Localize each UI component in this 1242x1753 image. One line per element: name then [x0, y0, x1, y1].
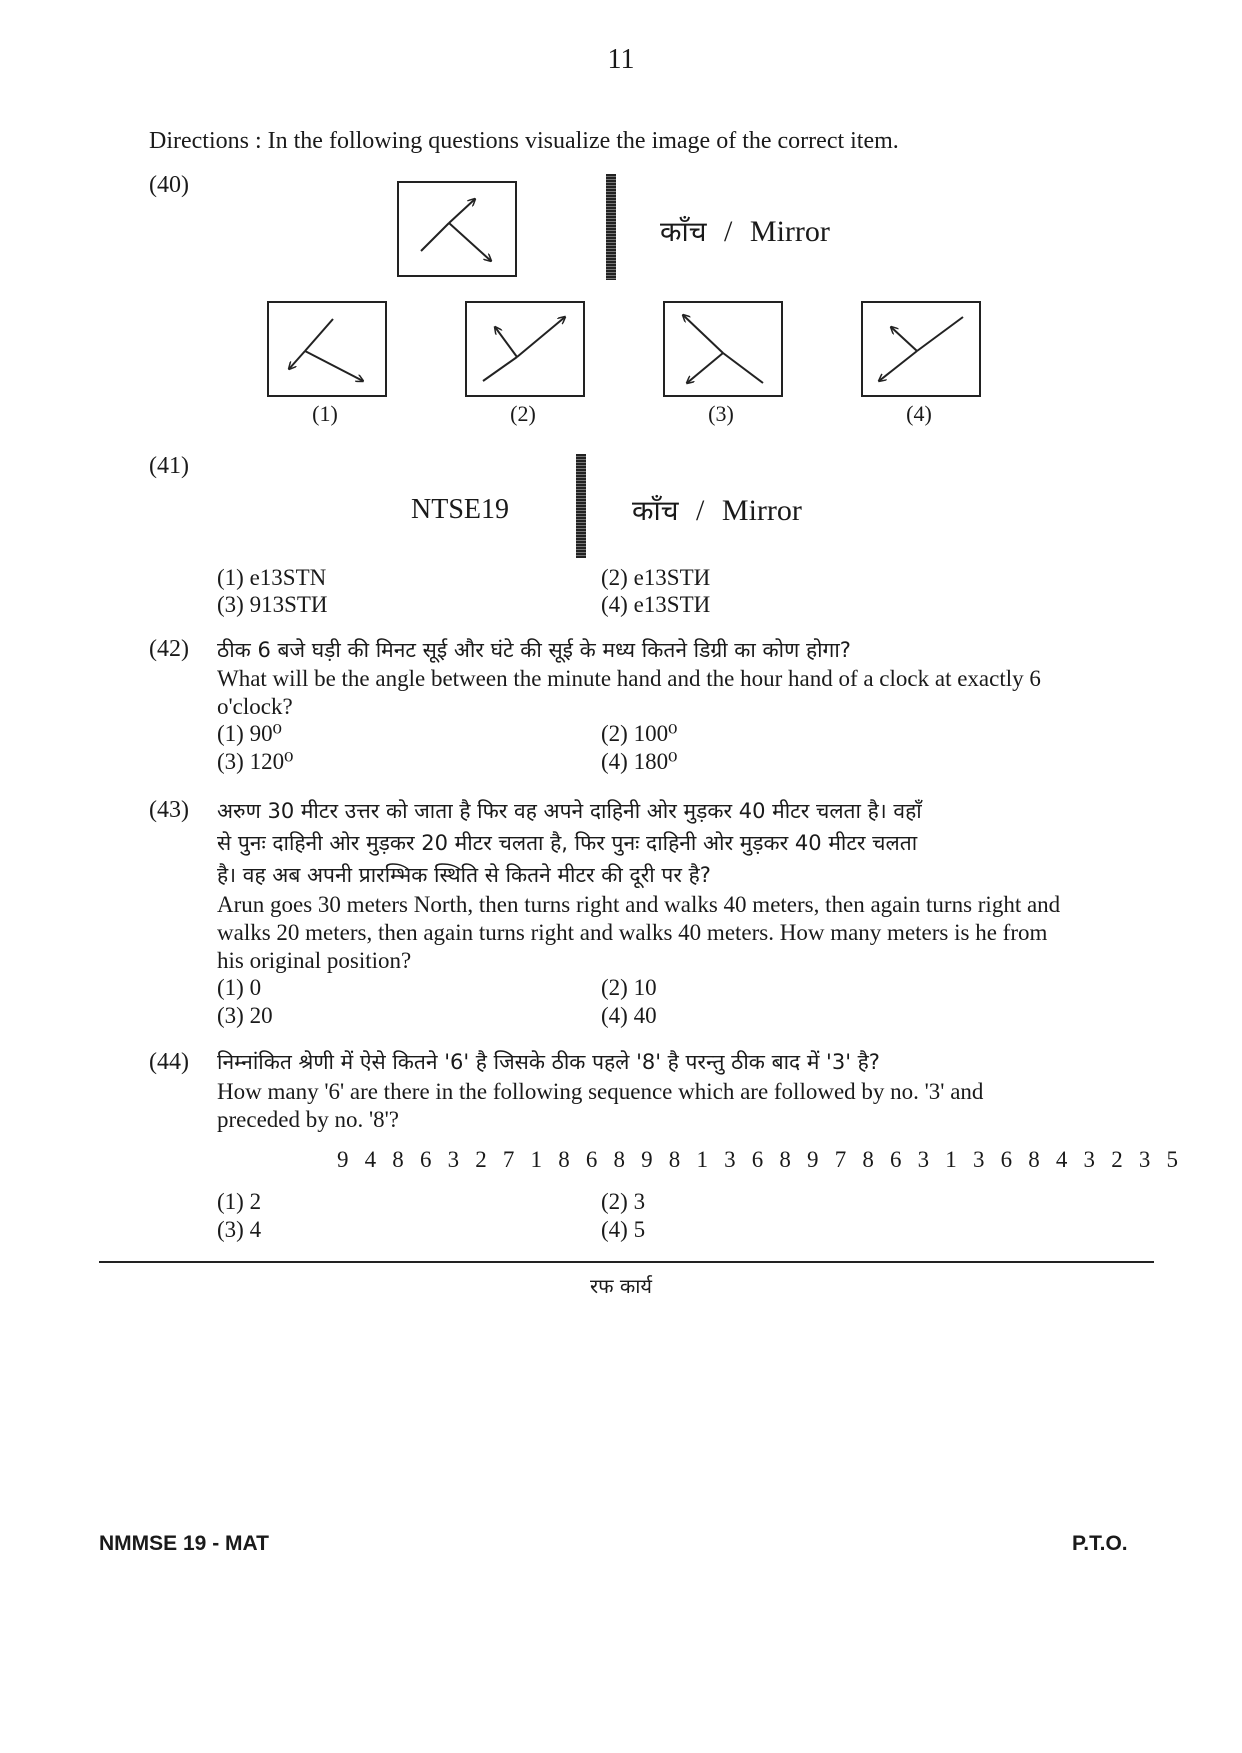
footer-pto: P.T.O.	[1072, 1532, 1128, 1555]
q43-option-1[interactable]: (1) 0	[217, 975, 262, 1000]
q41-option-4[interactable]: (4) e13STИ	[601, 592, 711, 617]
q40-option-1-arrows	[269, 303, 385, 395]
q40-option-1-label: (1)	[312, 401, 338, 426]
q40-mirror-english: Mirror	[749, 215, 830, 248]
q40-option-2-arrows	[467, 303, 583, 395]
q44-option-3[interactable]: (3) 4	[217, 1217, 262, 1242]
q43-hindi-line-1: अरुण 30 मीटर उत्तर को जाता है फिर वह अपने दाहिनी ओर मुड़कर 40 मीटर चलता है। वहाँ	[217, 799, 922, 823]
q44-english-line-1: How many '6' are there in the following sequence which are followed by no. '3' and	[217, 1079, 984, 1104]
q43-english-line-3: his original position?	[217, 948, 412, 973]
q44-option-1[interactable]: (1) 2	[217, 1189, 262, 1214]
q40-option-4-arrows	[863, 303, 979, 395]
q41-option-1[interactable]: (1) e13STN	[217, 565, 327, 590]
q40-mirror-line	[606, 174, 616, 280]
q42-option-2[interactable]: (2) 100⁰	[601, 721, 678, 746]
q40-option-3-arrows	[665, 303, 781, 395]
question-41-number: (41)	[149, 453, 189, 479]
q42-option-3[interactable]: (3) 120⁰	[217, 749, 294, 774]
q40-option-4-label: (4)	[906, 401, 932, 426]
question-44-number: (44)	[149, 1049, 189, 1075]
q44-english-line-2: preceded by no. '8'?	[217, 1107, 399, 1132]
q43-option-2[interactable]: (2) 10	[601, 975, 657, 1000]
q40-mirror-separator: /	[724, 215, 733, 248]
q43-hindi-line-2: से पुनः दाहिनी ओर मुड़कर 20 मीटर चलता है, फिर पुनः दाहिनी ओर मुड़कर 40 मीटर चलता	[217, 831, 918, 855]
q41-mirror-hindi: काँच	[632, 494, 679, 527]
page-number: 11	[607, 44, 635, 75]
q41-option-3[interactable]: (3) 913STИ	[217, 592, 328, 617]
q40-option-3-label: (3)	[708, 401, 734, 426]
q42-option-4[interactable]: (4) 180⁰	[601, 749, 678, 774]
q41-mirror-english: Mirror	[721, 494, 802, 527]
q40-option-1-figure[interactable]	[267, 301, 387, 397]
q41-mirror-separator: /	[696, 494, 705, 527]
rough-work-label: रफ कार्य	[589, 1274, 653, 1298]
footer-paper-code: NMMSE 19 - MAT	[99, 1532, 269, 1555]
q40-option-2-label: (2)	[510, 401, 536, 426]
q40-mirror-hindi: काँच	[660, 215, 707, 248]
q43-english-line-1: Arun goes 30 meters North, then turns right and walks 40 meters, then again turns right and	[217, 892, 1061, 917]
q41-mirror-label	[632, 491, 802, 529]
q43-option-4[interactable]: (4) 40	[601, 1003, 657, 1028]
q41-option-2[interactable]: (2) e13STИ	[601, 565, 711, 590]
q40-option-2-figure[interactable]	[465, 301, 585, 397]
question-43-number: (43)	[149, 797, 189, 823]
q43-option-3[interactable]: (3) 20	[217, 1003, 273, 1028]
q44-hindi-text: निम्नांकित श्रेणी में ऐसे कितने '6' है जिसके ठीक पहले '8' है परन्तु ठीक बाद में '3' है?	[217, 1050, 880, 1074]
q43-english-line-2: walks 20 meters, then again turns right and walks 40 meters. How many meters is he from	[217, 920, 1048, 945]
q44-number-sequence: 9 4 8 6 3 2 7 1 8 6 8 9 8 1 3 6 8 9 7 8 6 3 1 3 6 8 4 3 2 3 5	[337, 1147, 1184, 1172]
q43-hindi-line-3: है। वह अब अपनी प्रारम्भिक स्थिति से कितने मीटर की दूरी पर है?	[217, 863, 711, 887]
q42-english-line-2: o'clock?	[217, 694, 293, 719]
q42-option-1[interactable]: (1) 90⁰	[217, 721, 282, 746]
q40-question-figure	[397, 181, 517, 277]
directions-text: Directions : In the following questions visualize the image of the correct item.	[149, 128, 899, 154]
question-40-number: (40)	[149, 172, 189, 198]
q41-word: NTSE19	[411, 494, 509, 525]
q40-question-arrows	[399, 183, 515, 275]
q40-option-3-figure[interactable]	[663, 301, 783, 397]
q40-option-4-figure[interactable]	[861, 301, 981, 397]
q41-mirror-line	[576, 454, 586, 558]
section-divider	[99, 1261, 1154, 1263]
q42-hindi-text: ठीक 6 बजे घड़ी की मिनट सूई और घंटे की सूई के मध्य कितने डिग्री का कोण होगा?	[217, 638, 851, 662]
question-42-number: (42)	[149, 636, 189, 662]
q42-english-line-1: What will be the angle between the minute hand and the hour hand of a clock at exactly 6	[217, 666, 1041, 691]
q44-option-2[interactable]: (2) 3	[601, 1189, 646, 1214]
q40-mirror-label	[660, 212, 830, 250]
q44-option-4[interactable]: (4) 5	[601, 1217, 646, 1242]
